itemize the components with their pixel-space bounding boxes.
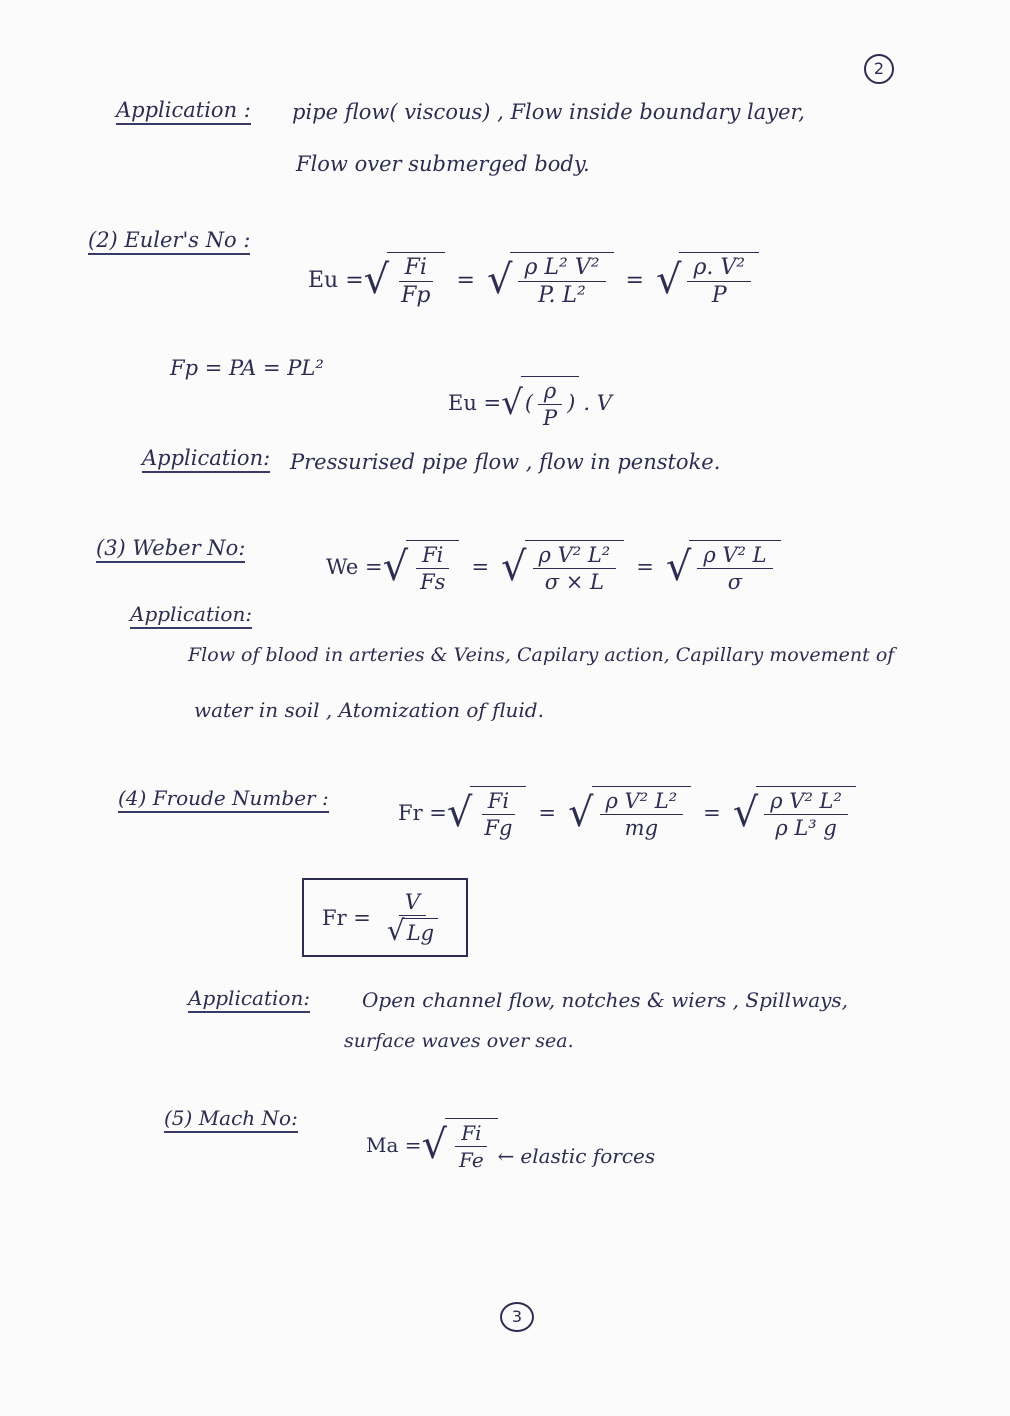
weber-f3-den: σ bbox=[727, 570, 743, 594]
euler-eu2-lhs: Eu = bbox=[448, 391, 502, 415]
mach-note: elastic forces bbox=[520, 1144, 656, 1168]
euler-application-text: Pressurised pipe flow , flow in penstoke. bbox=[290, 450, 721, 474]
intro-application-line2: Flow over submerged body. bbox=[296, 152, 590, 176]
froude-f2-num: ρ V² L² bbox=[600, 789, 684, 815]
euler-f2-num: ρ L² V² bbox=[518, 255, 605, 282]
weber-sqrt-2: √ $\frac{\text{ρ V² L²}}{\sigma \times L}$ bbox=[501, 540, 624, 594]
froude-f1-num: Fi bbox=[482, 789, 515, 815]
froude-boxed-result bbox=[302, 878, 468, 957]
euler-heading: (2) Euler's No : bbox=[88, 228, 250, 255]
euler-eu2-sqrt: √ ( $\frac{\rho}{P}$ ) bbox=[501, 376, 579, 430]
froude-f2-den: mg bbox=[624, 816, 659, 840]
froude-sqrt-3: √ $\frac{\text{ρ V² L²}}{\text{ρ L³ g}}$ bbox=[733, 786, 856, 840]
weber-fraction-2 bbox=[533, 543, 617, 594]
euler-eu-velocity-formula bbox=[448, 376, 612, 430]
weber-fraction-3 bbox=[697, 543, 772, 594]
euler-f3-den: P bbox=[711, 283, 727, 308]
euler-f1-num: Fi bbox=[399, 255, 433, 282]
froude-lhs: Fr = bbox=[398, 801, 447, 825]
froude-box-den-text: Lg bbox=[403, 918, 438, 945]
froude-box-fraction bbox=[381, 890, 444, 945]
euler-fraction-3 bbox=[687, 255, 751, 308]
mach-heading bbox=[164, 1106, 298, 1130]
weber-f2-num: ρ V² L² bbox=[533, 543, 617, 569]
weber-application-line1: Flow of blood in arteries & Veins, Capilary action, Capillary movement of bbox=[188, 644, 895, 666]
weber-f1-num: Fi bbox=[416, 543, 449, 569]
mach-f-den: Fe bbox=[459, 1148, 484, 1172]
froude-box-lhs: Fr = bbox=[322, 905, 371, 930]
weber-application-label: Application: bbox=[130, 602, 252, 629]
froude-heading-text: (4) Froude Number : bbox=[118, 786, 329, 813]
froude-box-den bbox=[381, 916, 444, 945]
weber-formula: We = √ $\frac{Fi}{Fs}$ = √ $\frac{\text{ρ V² L²}}{\sigma \times L}$ = √ $\frac{\text{ρ V² L}}{\sigma}$ bbox=[326, 540, 781, 594]
mach-formula bbox=[366, 1118, 655, 1172]
froude-fraction-1 bbox=[478, 789, 518, 840]
froude-formula: Fr = √ $\frac{Fi}{Fg}$ = √ $\frac{\text{ρ V² L²}}{mg}$ = √ $\frac{\text{ρ V² L²}}{\text{ρ L³ g}}$ bbox=[398, 786, 856, 840]
euler-formula: Eu = √ $\frac{Fi}{Fp}$ = √ $\frac{\text{ρ L² V²}}{\text{P. L²}}$ = √ $\frac{\text{ρ. V²}}{P}$ bbox=[308, 252, 759, 308]
page-number-top: 2 bbox=[864, 54, 894, 84]
weber-f1-den: Fs bbox=[420, 570, 446, 594]
mach-sqrt: √ $\frac{Fi}{Fe}$ bbox=[422, 1118, 498, 1172]
euler-fraction-1 bbox=[395, 255, 436, 308]
froude-f3-num: ρ V² L² bbox=[764, 789, 848, 815]
weber-f3-num: ρ V² L bbox=[697, 543, 772, 569]
weber-f2-den: σ × L bbox=[544, 570, 604, 594]
froude-sqrt-2: √ $\frac{\text{ρ V² L²}}{mg}$ bbox=[568, 786, 691, 840]
euler-lhs: Eu = bbox=[308, 267, 364, 293]
euler-sqrt-3: √ $\frac{\text{ρ. V²}}{P}$ bbox=[656, 252, 759, 308]
page-number-bottom: 3 bbox=[500, 1302, 534, 1332]
intro-application-label: Application : bbox=[116, 98, 251, 125]
froude-application-line2: surface waves over sea. bbox=[344, 1030, 574, 1052]
froude-f1-den: Fg bbox=[484, 816, 513, 840]
froude-fraction-3 bbox=[764, 789, 848, 840]
weber-application-line2: water in soil , Atomization of fluid. bbox=[194, 698, 544, 722]
froude-application-label: Application: bbox=[188, 986, 310, 1013]
euler-eu2-tail: . V bbox=[583, 391, 612, 415]
euler-sqrt-1: √ $\frac{Fi}{Fp}$ bbox=[364, 252, 445, 308]
froude-box-num: V bbox=[399, 890, 426, 916]
froude-box-sqrt: √ Lg bbox=[387, 917, 438, 945]
weber-sqrt-3: √ $\frac{\text{ρ V² L}}{\sigma}$ bbox=[666, 540, 781, 594]
froude-fraction-2 bbox=[600, 789, 684, 840]
euler-eu2-num: ρ bbox=[538, 379, 562, 405]
froude-application-line1: Open channel flow, notches & wiers , Spillways, bbox=[362, 988, 849, 1012]
mach-f-num: Fi bbox=[455, 1121, 487, 1147]
mach-heading-text: (5) Mach No: bbox=[164, 1106, 298, 1133]
euler-fraction-2 bbox=[518, 255, 605, 308]
weber-heading: (3) Weber No: bbox=[96, 536, 245, 563]
euler-application-label: Application: bbox=[142, 446, 270, 473]
euler-f3-num: ρ. V² bbox=[687, 255, 751, 282]
euler-f2-den: P. L² bbox=[538, 283, 586, 308]
euler-eu2-fraction bbox=[537, 379, 563, 430]
intro-application-line1: pipe flow( viscous) , Flow inside boundary layer, bbox=[292, 100, 805, 124]
mach-lhs: Ma = bbox=[366, 1133, 422, 1157]
weber-lhs: We = bbox=[326, 555, 383, 579]
froude-sqrt-1: √ $\frac{Fi}{Fg}$ bbox=[447, 786, 527, 840]
froude-heading bbox=[118, 786, 329, 810]
left-arrow-icon: ← bbox=[497, 1144, 515, 1168]
euler-sqrt-2: √ $\frac{\text{ρ L² V²}}{\text{P. L²}}$ bbox=[487, 252, 614, 308]
weber-sqrt-1: √ $\frac{Fi}{Fs}$ bbox=[383, 540, 460, 594]
weber-fraction-1 bbox=[414, 543, 451, 594]
mach-fraction bbox=[453, 1121, 490, 1172]
euler-fp-line: Fp = PA = PL² bbox=[170, 356, 324, 380]
euler-f1-den: Fp bbox=[401, 283, 431, 308]
euler-eu2-den: P bbox=[543, 406, 558, 430]
froude-f3-den: ρ L³ g bbox=[775, 816, 837, 840]
